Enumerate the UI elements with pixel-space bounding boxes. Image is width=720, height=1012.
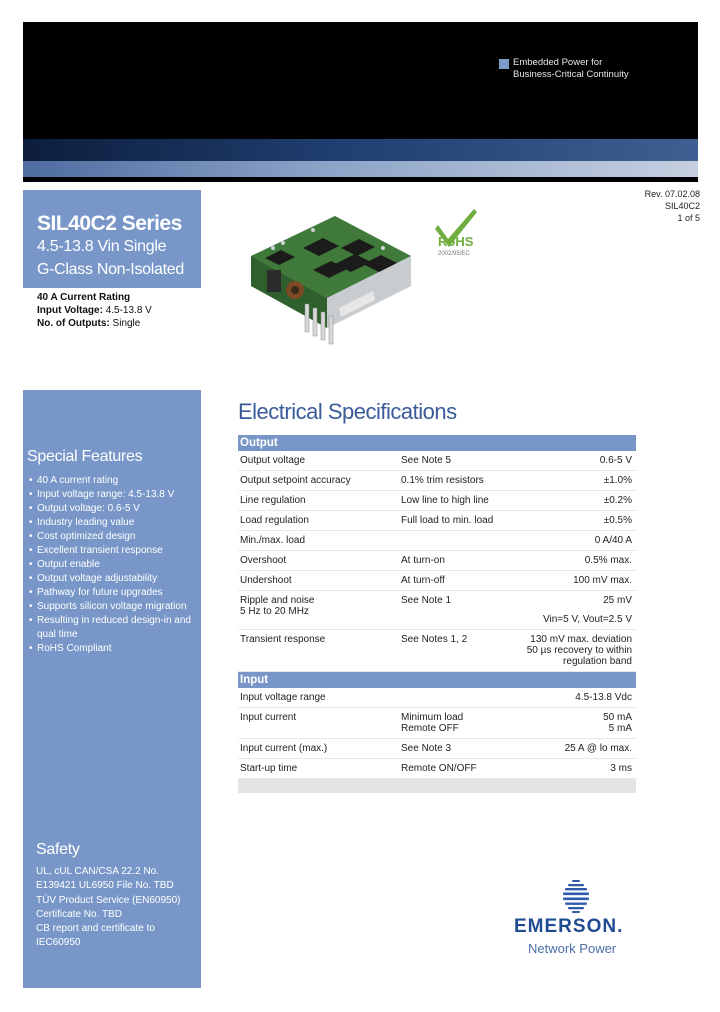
table-row (238, 531, 636, 551)
value-cell: 0.5% max. (523, 551, 636, 571)
table-row (238, 491, 636, 511)
value-cell: 25 A @ lo max. (523, 739, 636, 759)
value-cell: 3 ms (523, 759, 636, 779)
table-row (238, 688, 636, 708)
value-cell (523, 630, 636, 672)
safety-line: UL, cUL CAN/CSA 22.2 No. (36, 866, 160, 877)
outputs-value: Single (112, 318, 141, 329)
feature-item: • Input voltage range: 4.5-13.8 V (29, 488, 201, 502)
safety-line: Certificate No. TBD (36, 908, 122, 920)
safety-line: CB report and certificate to (36, 923, 155, 935)
condition-line: Minimum load (401, 712, 464, 723)
feature-item: • Output voltage adjustability (29, 572, 201, 586)
rohs-compliance-icon (430, 205, 490, 260)
header-stripe-light (23, 161, 698, 177)
feature-item: • RoHS Compliant (29, 642, 201, 656)
feature-item: • 40 A current rating (29, 474, 201, 488)
condition-cell: Full load to min. load (399, 511, 523, 531)
value-cell: 0.6-5 V (523, 451, 636, 471)
value-line: 25 mV (603, 595, 632, 606)
feature-item: • Excellent transient response (29, 544, 201, 558)
feature-item: • Resulting in reduced design-in and qual time (29, 614, 201, 642)
table-row (238, 759, 636, 779)
table-footer-band (238, 779, 636, 794)
brand-name: EMERSON. (514, 916, 624, 937)
value-line: 5 mA (608, 723, 632, 734)
param-cell: Output setpoint accuracy (238, 471, 399, 491)
condition-cell: At turn-off (399, 571, 523, 591)
param-cell: Input voltage range (238, 688, 399, 708)
product-photo (243, 208, 418, 348)
feature-item: • Output voltage: 0.6-5 V (29, 502, 201, 516)
condition-cell: See Note 1 (399, 591, 523, 630)
section-header-output (238, 435, 636, 451)
input-voltage-value: 4.5-13.8 V (105, 305, 152, 316)
footer-band-cell (238, 779, 636, 794)
emerson-globe-icon (554, 878, 598, 916)
rohs-label: RoHS (438, 234, 474, 249)
input-voltage-spec (37, 305, 152, 316)
condition-cell (399, 708, 523, 739)
value-line: regulation band (563, 656, 632, 667)
header-stripe-dark (23, 139, 698, 161)
series-subtitle-1: 4.5-13.8 Vin Single (37, 238, 167, 255)
electrical-specs-table (238, 435, 636, 793)
brand-division: Network Power (528, 941, 617, 956)
sidebar (23, 190, 201, 988)
condition-line: Remote OFF (401, 723, 459, 734)
table-row (238, 591, 636, 630)
tagline-text (513, 57, 629, 81)
condition-cell: 0.1% trim resistors (399, 471, 523, 491)
param-line: Ripple and noise (240, 595, 315, 606)
key-specs-box (23, 288, 201, 390)
table-row (238, 630, 636, 672)
param-cell (238, 591, 399, 630)
value-line: 50 mA (603, 712, 632, 723)
series-title: SIL40C2 Series (37, 212, 182, 235)
feature-item: • Cost optimized design (29, 530, 201, 544)
tagline-line-2: Business-Critical Continuity (513, 69, 629, 80)
condition-cell (399, 531, 523, 551)
input-voltage-label: Input Voltage: (37, 305, 103, 316)
page-number: 1 of 5 (677, 213, 700, 223)
tagline-line-1: Embedded Power for (513, 57, 603, 68)
table-row (238, 708, 636, 739)
series-subtitle-2: G-Class Non-Isolated (37, 261, 184, 278)
rohs-directive: 2002/95/EC (438, 251, 470, 257)
param-cell: Output voltage (238, 451, 399, 471)
current-rating (37, 292, 130, 303)
param-cell: Line regulation (238, 491, 399, 511)
value-line: 130 mV max. deviation (530, 634, 632, 645)
safety-line: TÜV Product Service (EN60950) (36, 894, 181, 906)
condition-cell: See Notes 1, 2 (399, 630, 523, 672)
value-cell: 4.5-13.8 Vdc (523, 688, 636, 708)
output-section-label: Output (238, 435, 636, 451)
value-line: 50 µs recovery to within (526, 645, 632, 656)
param-line: 5 Hz to 20 MHz (240, 606, 309, 617)
table-row (238, 471, 636, 491)
document-id: SIL40C2 (664, 201, 700, 211)
value-line: Vin=5 V, Vout=2.5 V (543, 614, 632, 625)
param-cell: Min./max. load (238, 531, 399, 551)
tagline-square-icon (499, 59, 509, 69)
param-cell: Undershoot (238, 571, 399, 591)
table-row (238, 571, 636, 591)
condition-cell: At turn-on (399, 551, 523, 571)
safety-line: IEC60950 (36, 937, 81, 949)
value-cell: ±0.5% (523, 511, 636, 531)
outputs-spec (37, 318, 140, 329)
value-cell: ±0.2% (523, 491, 636, 511)
condition-cell (399, 688, 523, 708)
table-row (238, 551, 636, 571)
safety-title: Safety (36, 841, 80, 858)
param-cell: Input current (max.) (238, 739, 399, 759)
header-banner (23, 22, 698, 182)
safety-line: E139421 UL6950 File No. TBD (36, 880, 174, 892)
param-cell: Load regulation (238, 511, 399, 531)
electrical-specs-title: Electrical Specifications (238, 399, 457, 424)
param-cell: Start-up time (238, 759, 399, 779)
feature-item: • Industry leading value (29, 516, 201, 530)
feature-item: • Supports silicon voltage migration (29, 600, 201, 614)
value-cell: ±1.0% (523, 471, 636, 491)
condition-cell: See Note 3 (399, 739, 523, 759)
value-cell: 100 mV max. (523, 571, 636, 591)
param-cell: Overshoot (238, 551, 399, 571)
condition-cell: Remote ON/OFF (399, 759, 523, 779)
feature-item: • Pathway for future upgrades (29, 586, 201, 600)
revision-info (645, 188, 700, 224)
section-header-input (238, 672, 636, 689)
features-title: Special Features (27, 448, 143, 465)
value-cell: 0 A/40 A (523, 531, 636, 551)
condition-cell: See Note 5 (399, 451, 523, 471)
features-list (29, 474, 201, 656)
input-section-label: Input (238, 672, 636, 689)
emerson-logo (514, 878, 654, 968)
outputs-label: No. of Outputs: (37, 318, 110, 329)
table-row (238, 511, 636, 531)
param-cell: Input current (238, 708, 399, 739)
revision-date: Rev. 07.02.08 (644, 189, 700, 199)
value-cell (523, 708, 636, 739)
safety-text (36, 865, 196, 951)
table-row (238, 739, 636, 759)
table-row (238, 451, 636, 471)
value-cell (523, 591, 636, 630)
feature-item: • Output enable (29, 558, 201, 572)
param-cell: Transient response (238, 630, 399, 672)
current-rating-label: 40 A Current Rating (37, 292, 131, 303)
condition-cell: Low line to high line (399, 491, 523, 511)
